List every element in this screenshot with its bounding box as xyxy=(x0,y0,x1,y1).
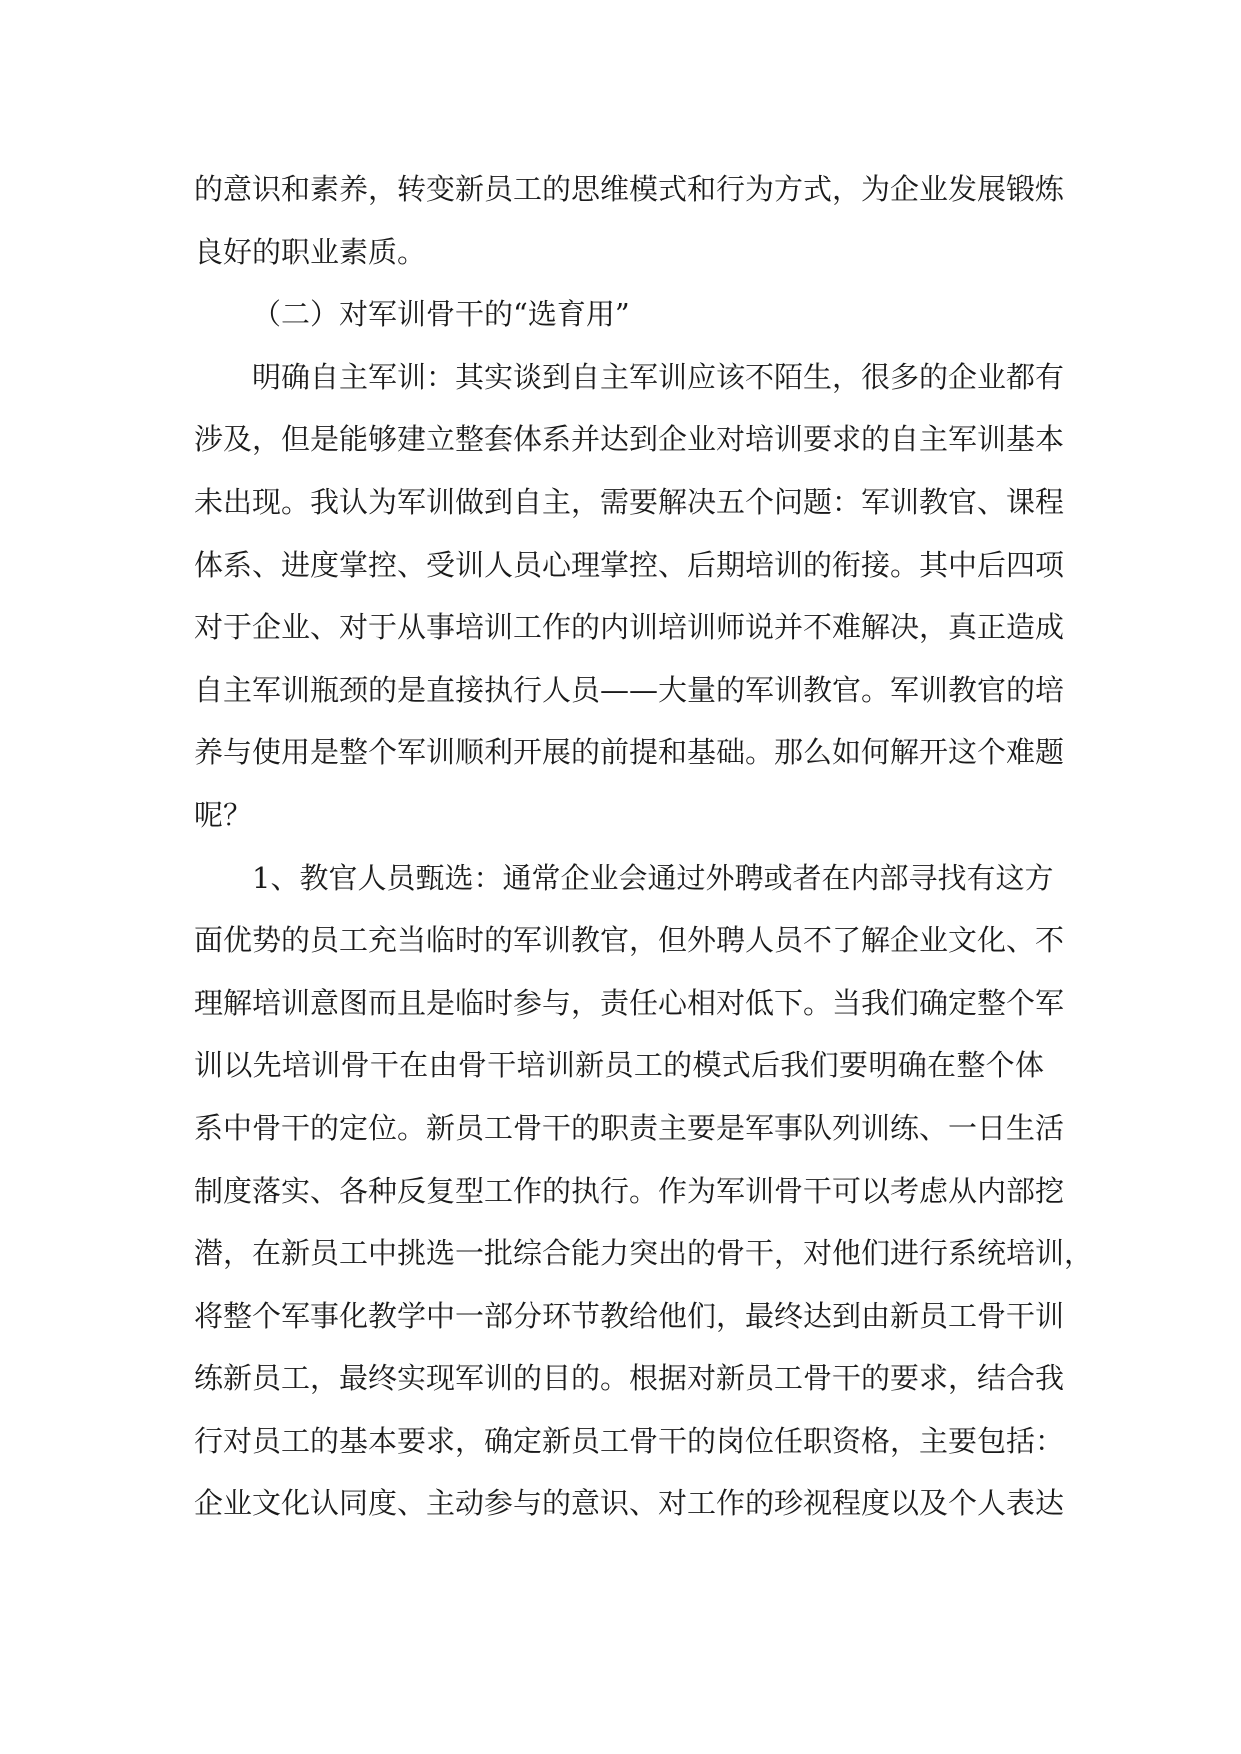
text-line: 潜，在新员工中挑选一批综合能力突出的骨干，对他们进行系统培训， xyxy=(194,1236,1094,1271)
text-line: 1、教官人员甄选：通常企业会通过外聘或者在内部寻找有这方 xyxy=(252,860,1054,895)
text-line: 系中骨干的定位。新员工骨干的职责主要是军事队列训练、一日生活 xyxy=(194,1110,1065,1145)
text-line: 企业文化认同度、主动参与的意识、对工作的珍视程度以及个人表达 xyxy=(194,1486,1065,1521)
text-line: 行对员工的基本要求，确定新员工骨干的岗位任职资格，主要包括： xyxy=(194,1423,1065,1458)
text-line: 未出现。我认为军训做到自主，需要解决五个问题：军训教官、课程 xyxy=(194,484,1065,519)
text-line: 的意识和素养，转变新员工的思维模式和行为方式，为企业发展锻炼 xyxy=(194,172,1065,206)
text-line: 明确自主军训：其实谈到自主军训应该不陌生，很多的企业都有 xyxy=(252,359,1065,394)
text-line: 体系、进度掌控、受训人员心理掌控、后期培训的衔接。其中后四项 xyxy=(194,547,1065,582)
text-line: 涉及，但是能够建立整套体系并达到企业对培训要求的自主军训基本 xyxy=(194,422,1065,457)
text-line: 训以先培训骨干在由骨干培训新员工的模式后我们要明确在整个体 xyxy=(194,1048,1044,1083)
text-line: 对于企业、对于从事培训工作的内训培训师说并不难解决，真正造成 xyxy=(194,610,1065,645)
text-line: 制度落实、各种反复型工作的执行。作为军训骨干可以考虑从内部挖 xyxy=(194,1173,1065,1208)
text-line: 将整个军事化教学中一部分环节教给他们，最终达到由新员工骨干训 xyxy=(194,1298,1065,1333)
text-line: 养与使用是整个军训顺利开展的前提和基础。那么如何解开这个难题 xyxy=(194,735,1065,770)
text-line: 练新员工，最终实现军训的目的。根据对新员工骨干的要求，结合我 xyxy=(194,1361,1065,1396)
text-line: 理解培训意图而且是临时参与，责任心相对低下。当我们确定整个军 xyxy=(194,985,1065,1020)
text-line: 面优势的员工充当临时的军训教官，但外聘人员不了解企业文化、不 xyxy=(194,923,1065,958)
text-line: 良好的职业素质。 xyxy=(194,234,427,269)
text-line: 自主军训瓶颈的是直接执行人员——大量的军训教官。军训教官的培 xyxy=(194,672,1065,707)
section-heading: （二）对军训骨干的“选育用” xyxy=(252,297,630,332)
text-line: 呢？ xyxy=(194,797,253,832)
document-body xyxy=(194,158,1094,1535)
